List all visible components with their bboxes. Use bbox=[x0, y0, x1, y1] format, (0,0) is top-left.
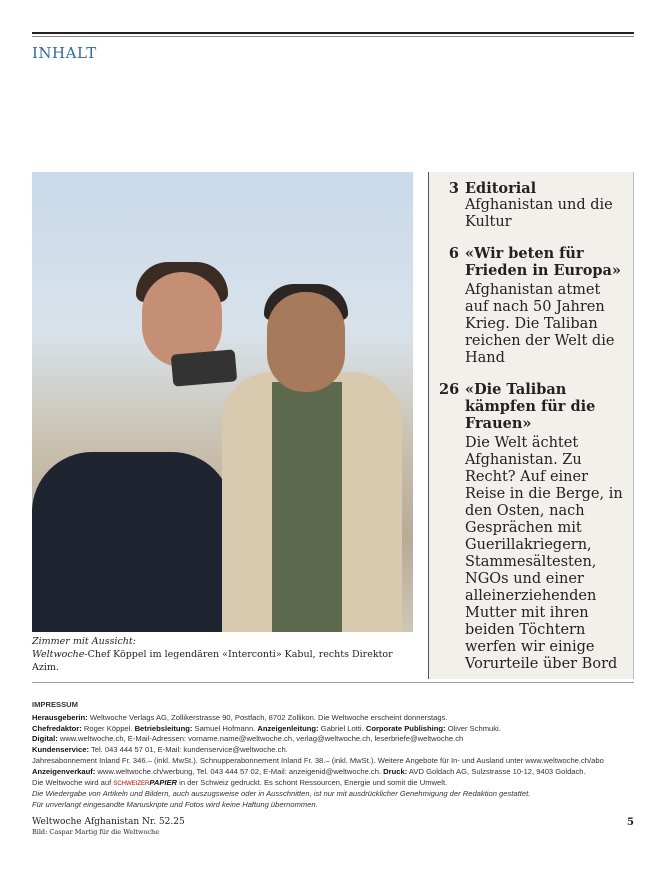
photo-credit: Bild: Caspar Martig für die Weltwoche bbox=[32, 827, 160, 836]
toc-page-number: 6 bbox=[448, 245, 459, 262]
photo-caption bbox=[32, 635, 418, 674]
issue-label: Weltwoche Afghanistan Nr. 52.25 bbox=[32, 816, 185, 827]
text: Weltwoche Verlags AG, Zollikerstrasse 90, Postfach, 8702 Zollikon. Die Weltwoche erscheint donnerstags. bbox=[87, 712, 448, 722]
toc-page-number: 3 bbox=[448, 180, 459, 197]
label: Herausgeberin: bbox=[32, 712, 88, 722]
text: Jahresabonnement Inland Fr. 346.– (inkl. MwSt.). Schnupperabonnement Inland Fr. 38.– (inkl. MwSt.). Weitere Angebote für In- und Ausland unter www.weltwoche.ch/abo bbox=[32, 755, 604, 765]
toc-page-number: 26 bbox=[439, 381, 460, 398]
toc-title: «Die Taliban kämpfen für die Frauen» bbox=[465, 381, 596, 432]
person-right-shirt bbox=[272, 382, 342, 632]
label: Corporate Publishing: bbox=[365, 723, 446, 733]
text: Tel. 043 444 57 01, E-Mail: kundenservice@weltwoche.ch. bbox=[88, 745, 288, 755]
schweizer-papier-logo-bold: PAPIER bbox=[149, 777, 178, 787]
section-title: INHALT bbox=[32, 44, 97, 62]
toc-entry[interactable] bbox=[439, 180, 625, 231]
toc-title: «Wir beten für Frieden in Europa» bbox=[465, 245, 621, 279]
text: www.weltwoche.ch/werbung, Tel. 043 444 57 02, E-Mail: anzeigenid@weltwoche.ch. bbox=[95, 766, 384, 776]
table-of-contents bbox=[428, 172, 634, 679]
label: Anzeigenverkauf: bbox=[32, 766, 96, 776]
text: Oliver Schmuki. bbox=[445, 723, 501, 733]
bottom-section bbox=[32, 700, 634, 837]
phone bbox=[171, 349, 238, 386]
text: Gabriel Lotti. bbox=[318, 723, 366, 733]
text: Die Weltwoche wird auf bbox=[32, 777, 114, 787]
caption-title: Zimmer mit Aussicht: bbox=[32, 636, 136, 647]
text: Roger Köppel. bbox=[81, 723, 135, 733]
schweizer-papier-logo: SCHWEIZER bbox=[113, 780, 150, 787]
text: AVD Goldach AG, Sulzstrasse 10-12, 9403 Goldach. bbox=[407, 766, 586, 776]
text: in der Schweiz gedruckt. Es schont Ressourcen, Energie und somit die Umwelt. bbox=[177, 777, 448, 787]
label: Kundenservice: bbox=[32, 745, 89, 755]
caption-text: -Chef Köppel im legendären «Interconti» Kabul, rechts Direktor Azim. bbox=[32, 649, 393, 673]
toc-entry[interactable] bbox=[439, 381, 625, 673]
text: www.weltwoche.ch, E-Mail-Adressen: vorname.name@weltwoche.ch, verlag@weltwoche.ch, leserbriefe@weltwoche.ch bbox=[57, 734, 464, 744]
top-rule bbox=[32, 32, 634, 34]
page-number: 5 bbox=[627, 816, 634, 828]
impressum bbox=[32, 700, 634, 811]
top-rule-thin bbox=[32, 36, 634, 37]
toc-text: Afghanistan atmet auf nach 50 Jahren Krieg. Die Taliban reichen der Welt die Hand bbox=[465, 282, 615, 366]
cover-photo bbox=[32, 172, 413, 632]
label: Betriebsleitung: bbox=[134, 723, 193, 733]
toc-text: Afghanistan und die Kultur bbox=[465, 197, 613, 230]
label: Druck: bbox=[383, 766, 408, 776]
toc-entry[interactable] bbox=[439, 245, 625, 367]
impressum-heading: IMPRESSUM bbox=[32, 700, 78, 709]
toc-text: Die Welt ächtet Afghanistan. Zu Recht? Auf einer Reise in die Berge, in den Osten, nach Gesprächen mit Guerillakriegern, Stammesältesten, NGOs und einer alleinerziehenden Mutter mit ihren beiden Töchtern werfen wir einige Vorurteile über Bord bbox=[465, 435, 623, 672]
disclaimer: Die Wiedergabe von Artikeln und Bildern, auch auszugsweise oder in Ausschnitten, ist nur mit ausdrücklicher Genehmigung der Redaktion gestattet. bbox=[32, 789, 531, 799]
divider bbox=[32, 682, 634, 683]
caption-italic: Weltwoche bbox=[32, 649, 85, 660]
label: Anzeigenleitung: bbox=[257, 723, 319, 733]
label: Chefredaktor: bbox=[32, 723, 82, 733]
footer-row bbox=[32, 817, 634, 837]
label: Digital: bbox=[32, 734, 58, 744]
footer bbox=[32, 817, 185, 837]
person-left-body bbox=[32, 452, 232, 632]
text: Samuel Hofmann. bbox=[192, 723, 258, 733]
person-right-head bbox=[267, 292, 345, 392]
toc-title: Editorial bbox=[465, 180, 537, 197]
disclaimer: Für unverlangt eingesandte Manuskripte und Fotos wird keine Haftung übernommen. bbox=[32, 800, 318, 810]
